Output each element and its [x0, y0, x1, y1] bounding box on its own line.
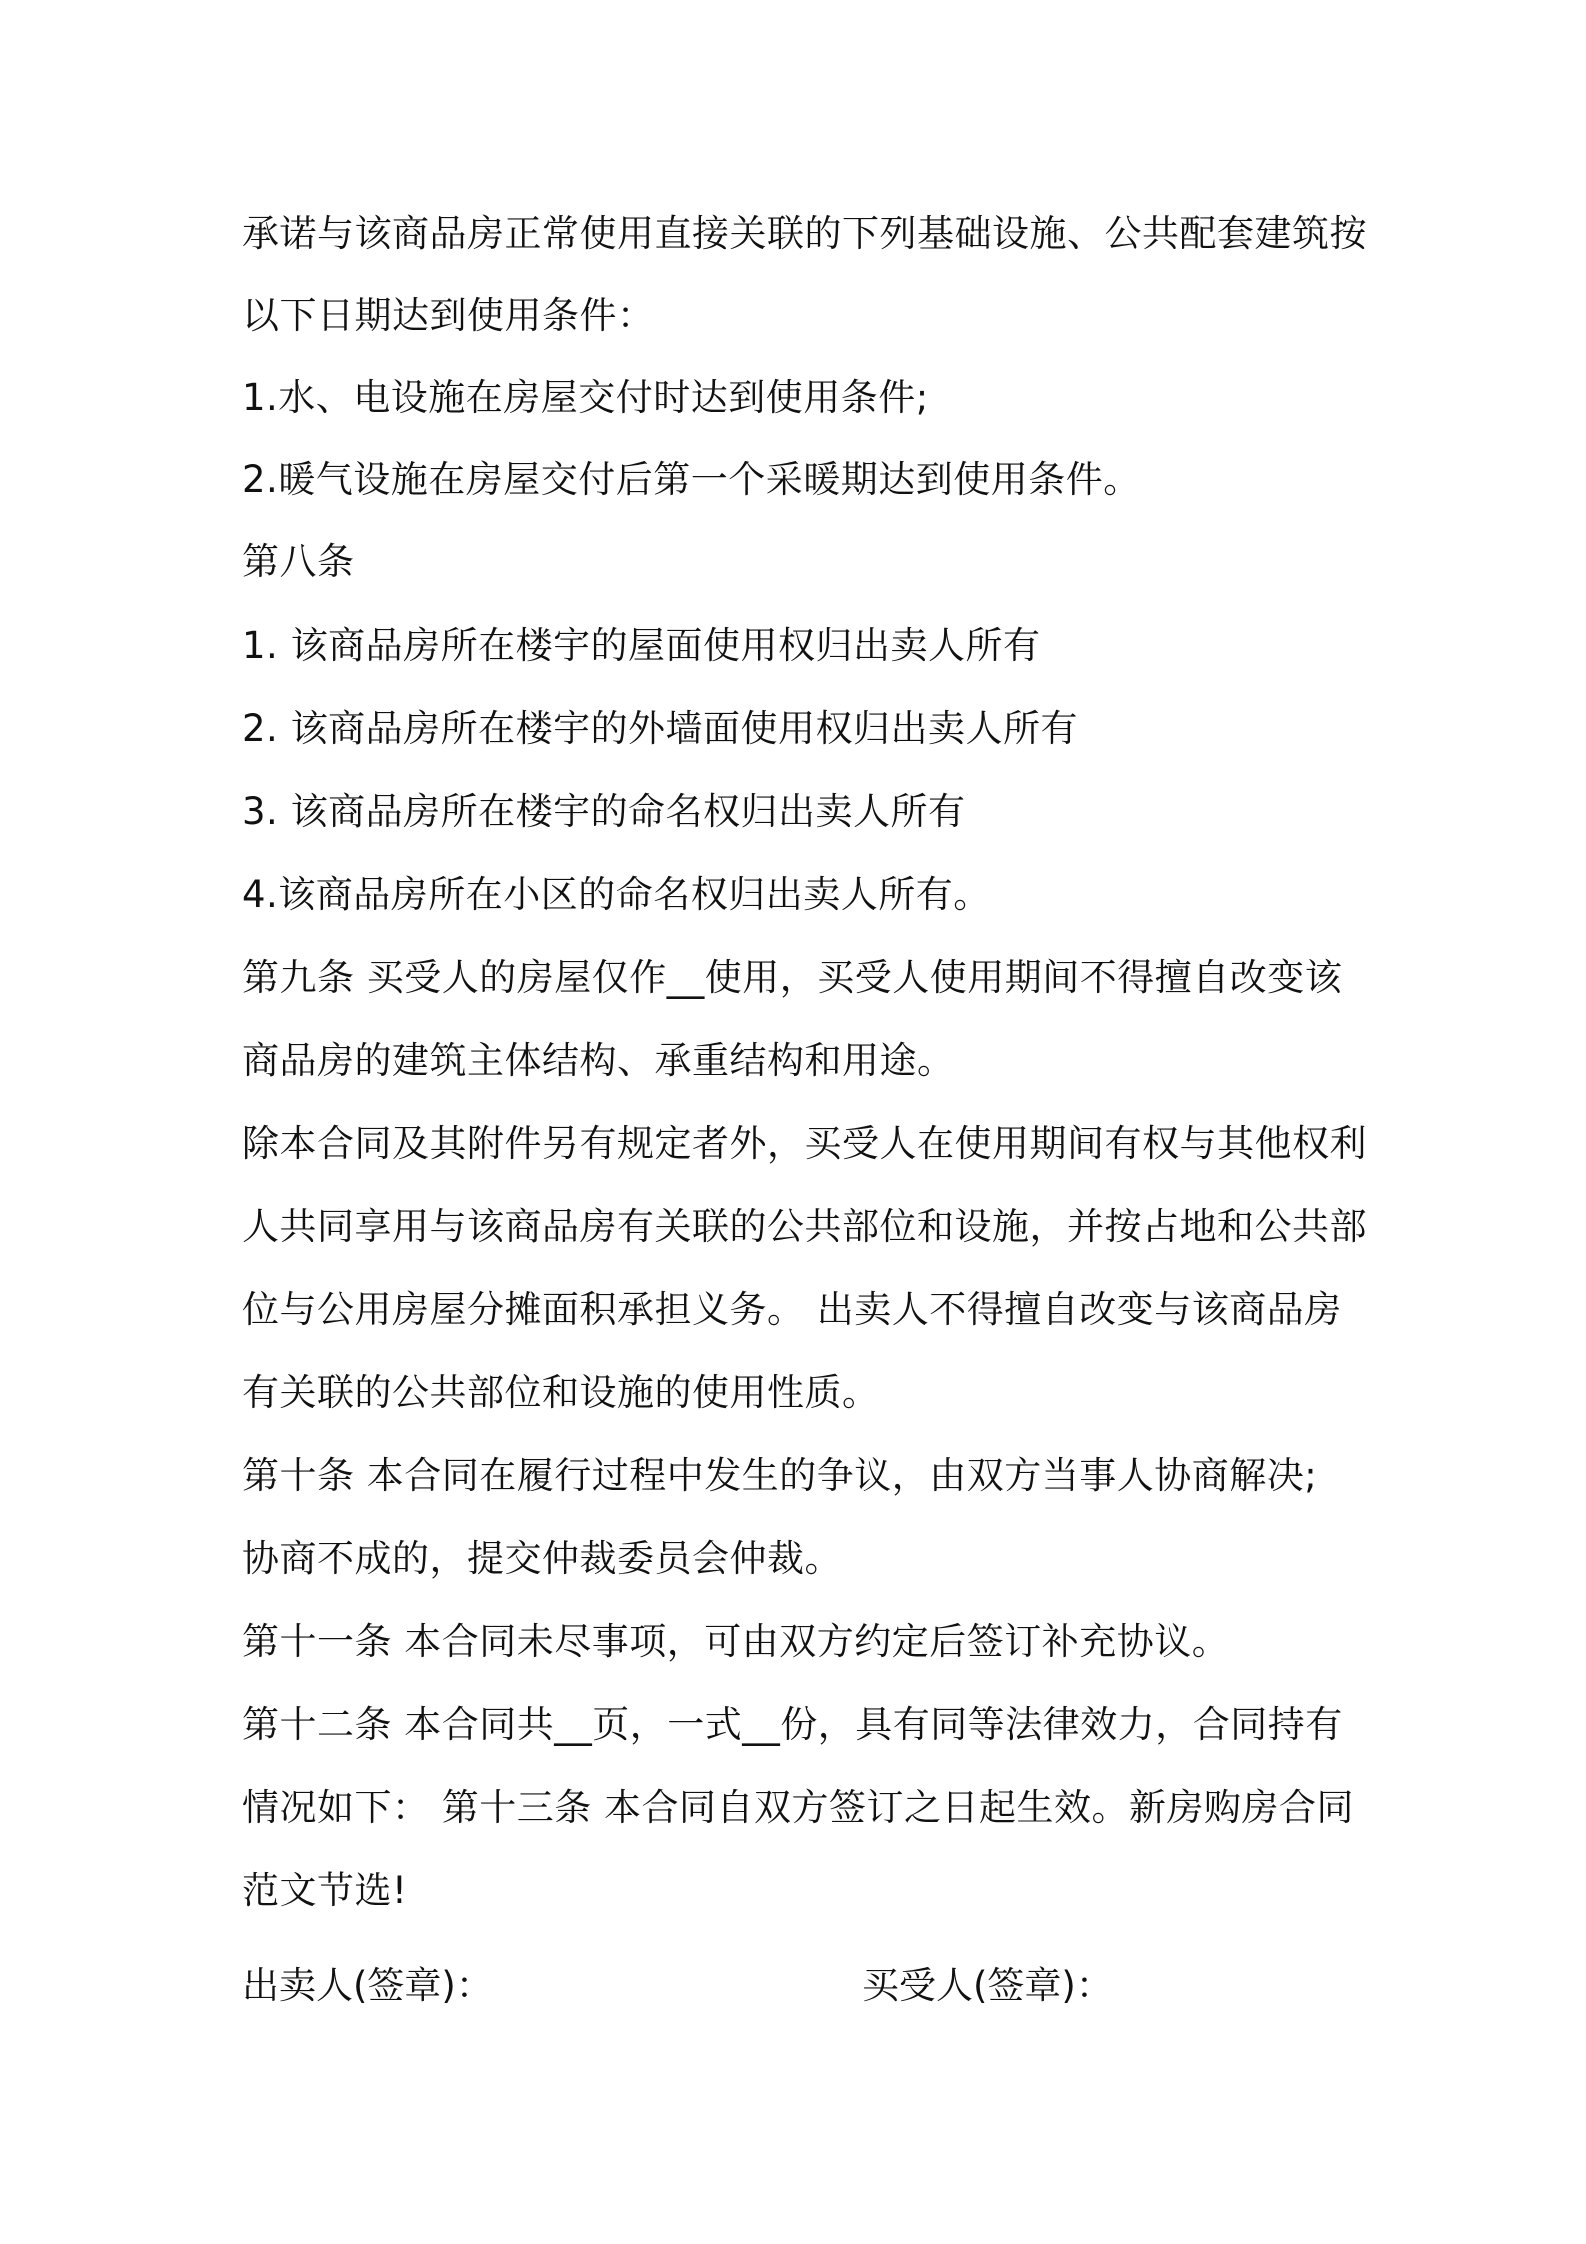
- paragraph-line: 第十条 本合同在履行过程中发生的争议，由双方当事人协商解决;: [242, 1454, 1318, 1497]
- paragraph-line: 第十一条 本合同未尽事项，可由双方约定后签订补充协议。: [242, 1620, 1230, 1663]
- paragraph-line: 位与公用房屋分摊面积承担义务。 出卖人不得擅自改变与该商品房: [242, 1288, 1342, 1331]
- paragraph-line: 协商不成的，提交仲裁委员会仲裁。: [242, 1537, 842, 1580]
- paragraph-line: 第九条 买受人的房屋仅作__使用，买受人使用期间不得擅自改变该: [242, 956, 1343, 999]
- list-item: 1. 该商品房所在楼宇的屋面使用权归出卖人所有: [242, 624, 1041, 667]
- paragraph-line: 商品房的建筑主体结构、承重结构和用途。: [242, 1039, 955, 1082]
- buyer-signature-label: 买受人(签章)：: [862, 1964, 1113, 2007]
- list-item: 2.暖气设施在房屋交付后第一个采暖期达到使用条件。: [242, 458, 1141, 501]
- paragraph-line: 有关联的公共部位和设施的使用性质。: [242, 1371, 880, 1414]
- seller-signature-label: 出卖人(签章)：: [242, 1964, 493, 2007]
- paragraph-line: 以下日期达到使用条件：: [242, 294, 655, 337]
- paragraph-line: 人共同享用与该商品房有关联的公共部位和设施，并按占地和公共部: [242, 1205, 1367, 1248]
- paragraph-line: 第十二条 本合同共__页，一式__份，具有同等法律效力，合同持有: [242, 1703, 1343, 1746]
- list-item: 3. 该商品房所在楼宇的命名权归出卖人所有: [242, 790, 966, 833]
- paragraph-line: 情况如下： 第十三条 本合同自双方签订之日起生效。新房购房合同: [242, 1786, 1355, 1829]
- signature-row: [242, 1960, 1362, 2012]
- list-item: 1.水、电设施在房屋交付时达到使用条件;: [242, 376, 929, 419]
- list-item: 2. 该商品房所在楼宇的外墙面使用权归出卖人所有: [242, 707, 1079, 750]
- paragraph-line: 范文节选!: [242, 1869, 408, 1912]
- list-item: 4.该商品房所在小区的命名权归出卖人所有。: [242, 873, 991, 916]
- paragraph-line: 除本合同及其附件另有规定者外，买受人在使用期间有权与其他权利: [242, 1122, 1367, 1165]
- paragraph-line: 承诺与该商品房正常使用直接关联的下列基础设施、公共配套建筑按: [242, 212, 1367, 255]
- article-heading: 第八条: [242, 540, 355, 583]
